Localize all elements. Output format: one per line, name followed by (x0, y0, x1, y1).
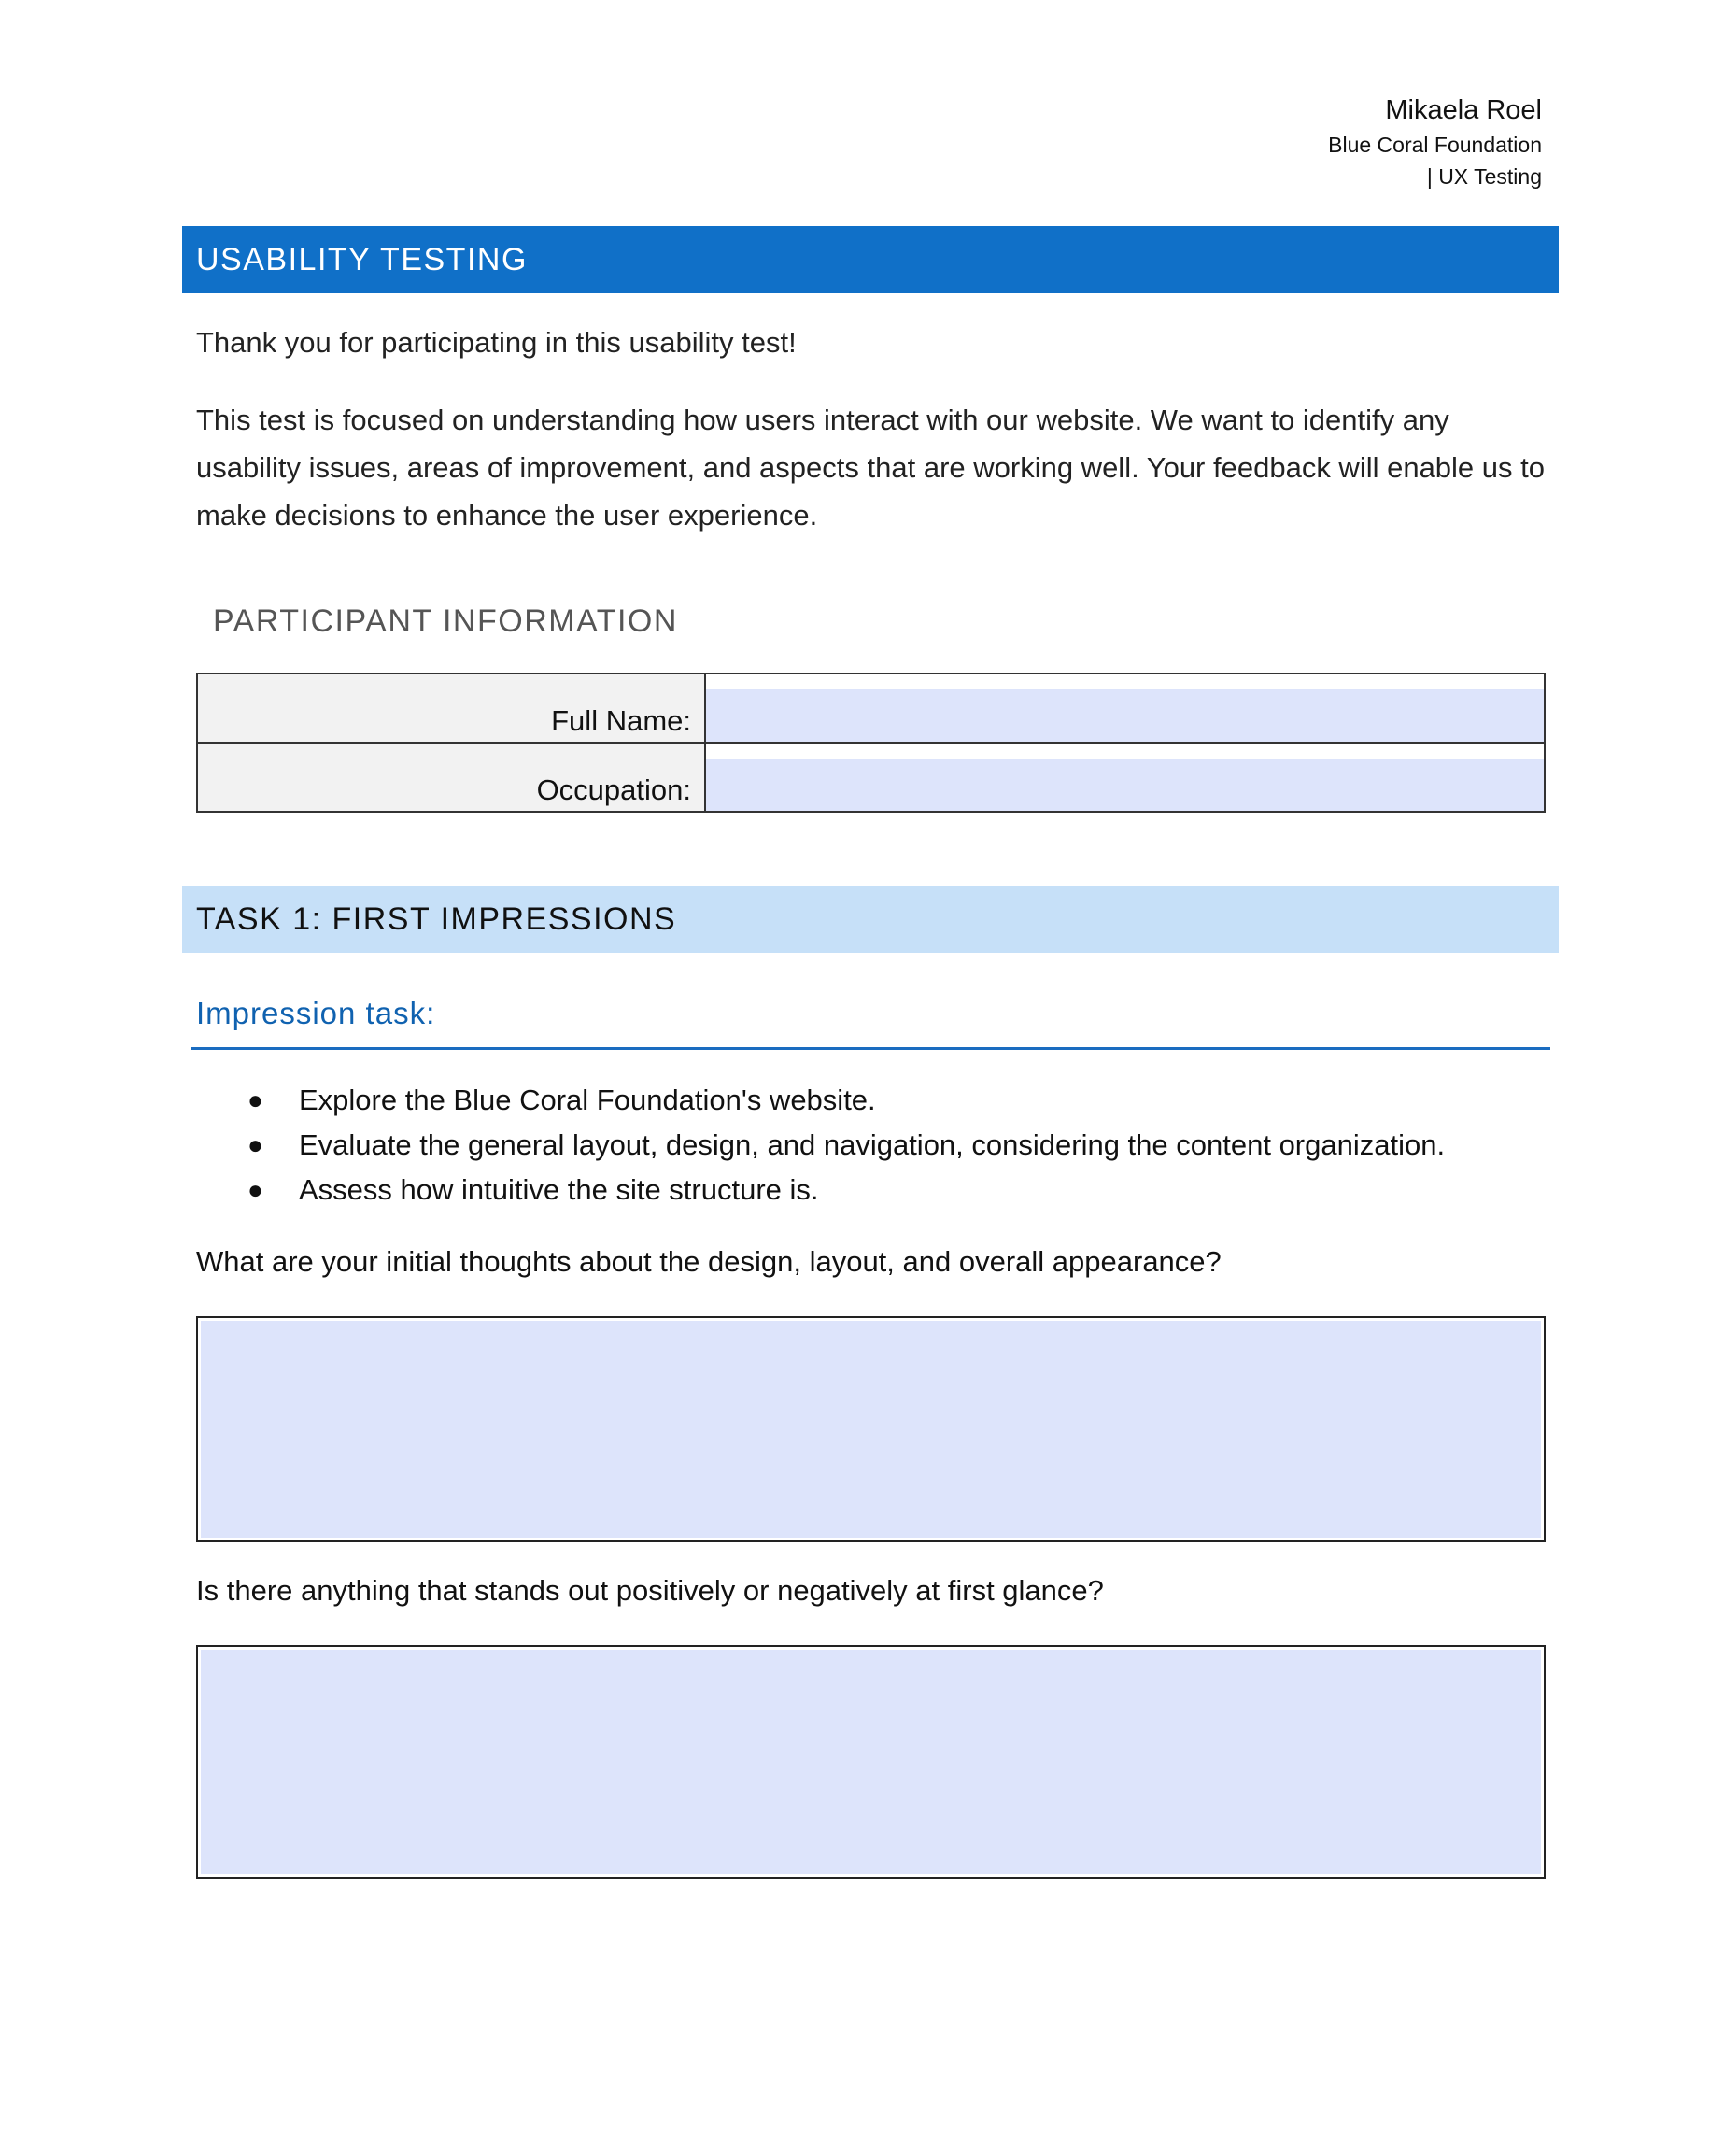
table-row (197, 743, 1545, 812)
intro-paragraph: This test is focused on understanding how users interact with our website. We want to identify any usability issues, areas of improvement, and aspects that are working well. Your feedback will enable us to make decisions to enhance the user experience. (196, 404, 1545, 532)
full-name-field[interactable] (706, 689, 1544, 742)
bullet-icon: ● (247, 1130, 263, 1159)
full-name-field-cell[interactable] (705, 674, 1545, 743)
list-item (196, 1123, 1445, 1168)
table-row (197, 674, 1545, 743)
bullet-icon: ● (247, 1175, 263, 1204)
question-initial-thoughts: What are your initial thoughts about the design, layout, and overall appearance? (196, 1245, 1222, 1278)
occupation-field[interactable] (706, 759, 1544, 811)
question-first-glance: Is there anything that stands out positively or negatively at first glance? (196, 1574, 1104, 1607)
section-banner-title: USABILITY TESTING (196, 241, 528, 277)
organization-name: Blue Coral Foundation (1328, 133, 1542, 157)
task1-banner-title: TASK 1: FIRST IMPRESSIONS (196, 901, 677, 937)
heading-divider (191, 1047, 1550, 1050)
list-item-text: Explore the Blue Coral Foundation's website. (299, 1084, 876, 1116)
answer-field-first-glance[interactable] (201, 1650, 1541, 1874)
task-list (196, 1078, 1445, 1213)
task1-banner (182, 886, 1559, 953)
list-item (196, 1078, 1445, 1123)
document-tag: | UX Testing (1426, 164, 1542, 189)
occupation-label: Occupation: (197, 743, 705, 812)
intro-thanks: Thank you for participating in this usability test! (196, 326, 797, 359)
bullet-icon: ● (247, 1085, 263, 1114)
impression-task-heading: Impression task: (196, 996, 436, 1030)
author-name: Mikaela Roel (1385, 95, 1542, 125)
answer-field-initial-thoughts[interactable] (201, 1321, 1541, 1538)
section-banner-usability-testing (182, 226, 1559, 293)
occupation-field-cell[interactable] (705, 743, 1545, 812)
author-block (1328, 92, 1542, 192)
answer-box-first-glance[interactable] (196, 1645, 1546, 1879)
participant-heading: PARTICIPANT INFORMATION (213, 603, 678, 639)
list-item-text: Evaluate the general layout, design, and navigation, considering the content organization. (299, 1128, 1446, 1161)
list-item (196, 1168, 1445, 1213)
full-name-label: Full Name: (197, 674, 705, 743)
participant-info-table (196, 673, 1546, 813)
list-item-text: Assess how intuitive the site structure is. (299, 1173, 819, 1206)
answer-box-initial-thoughts[interactable] (196, 1316, 1546, 1542)
